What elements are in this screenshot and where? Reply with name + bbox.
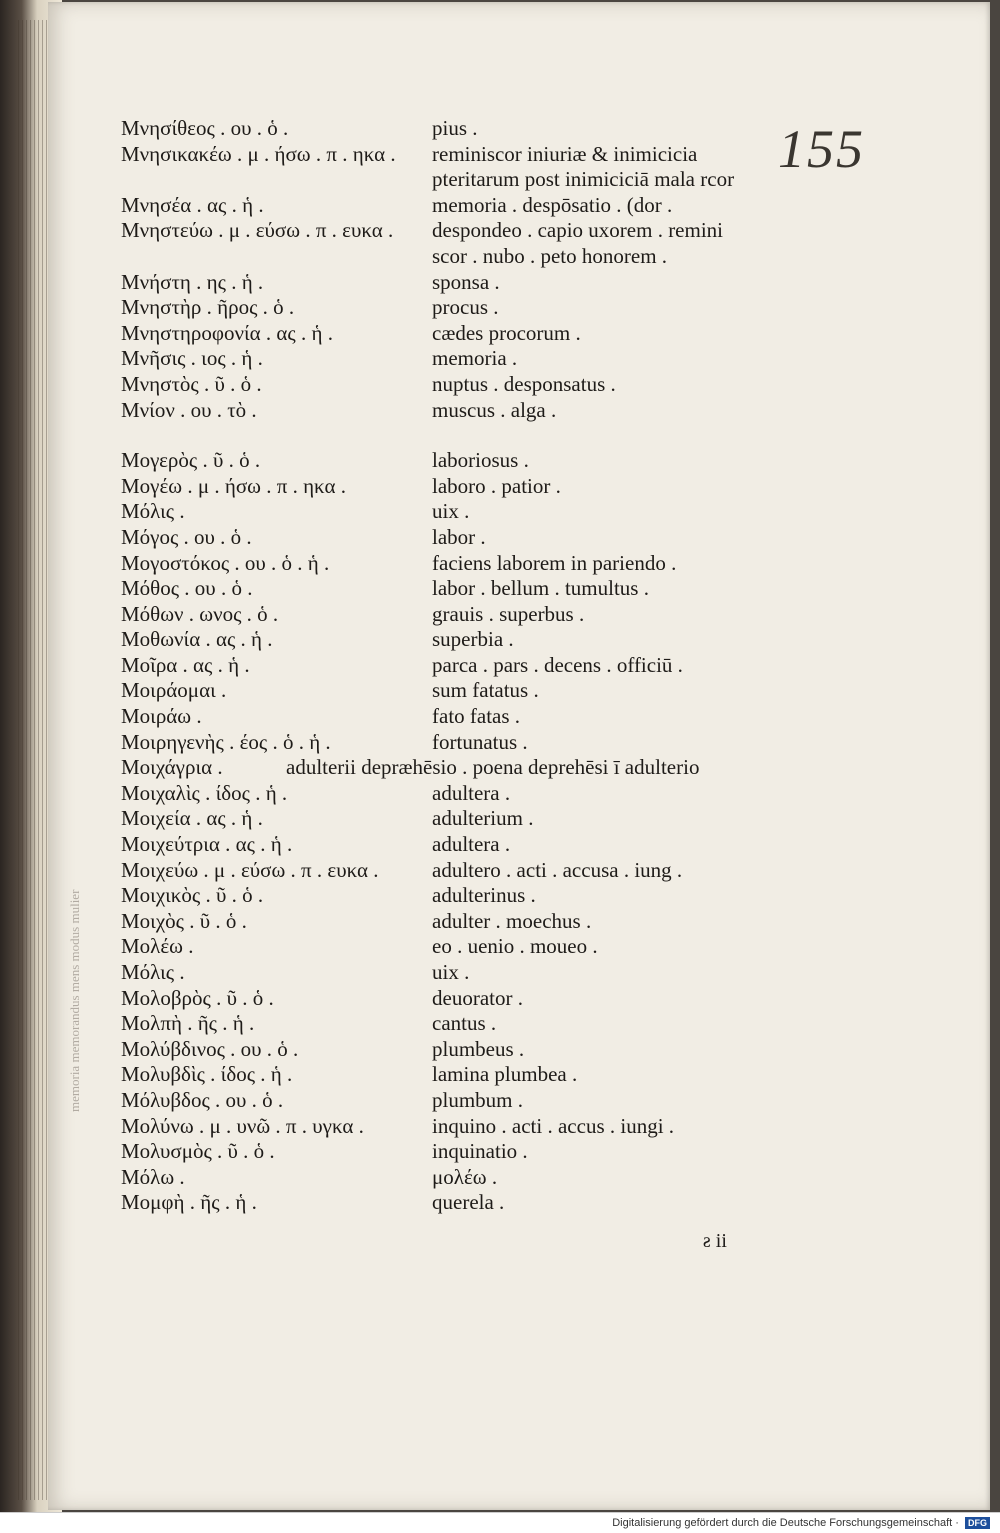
- greek-headword: Μνησίθεος . ου . ὁ .: [121, 116, 289, 140]
- greek-headword: Μόλω .: [121, 1164, 185, 1189]
- dictionary-entry: [121, 986, 761, 1012]
- latin-gloss: faciens laborem in pariendo .: [432, 550, 677, 575]
- greek-headword: Μοῖρα . ας . ἡ .: [121, 652, 250, 677]
- greek-headword: Μοιχὸς . ῦ . ὁ .: [121, 908, 247, 933]
- greek-headword: Μογέω . μ . ήσω . π . ηκα .: [121, 473, 346, 498]
- greek-headword: Μοιρηγενὴς . έος . ὁ . ἡ .: [121, 729, 331, 754]
- greek-headword: Μογοστόκος . ου . ὁ . ἡ .: [121, 550, 330, 575]
- digitization-footer: Digitalisierung gefördert durch die Deutsche Forschungsgemeinschaft · DFG: [0, 1512, 1000, 1533]
- latin-gloss: adulter . moechus .: [432, 908, 592, 933]
- dictionary-entry: [121, 142, 761, 168]
- dictionary-entry: [121, 627, 761, 653]
- latin-gloss: cantus .: [432, 1011, 497, 1036]
- greek-headword: Μοιράω .: [121, 704, 202, 729]
- dictionary-entry: [121, 576, 761, 602]
- greek-headword: Μολοβρὸς . ῦ . ὁ .: [121, 985, 274, 1010]
- greek-headword: Μοιχεία . ας . ἡ .: [121, 806, 263, 831]
- latin-gloss: labor . bellum . tumultus .: [432, 576, 649, 601]
- greek-headword: Μολυσμὸς . ῦ . ὁ .: [121, 1139, 275, 1164]
- latin-gloss: μολέω .: [432, 1164, 498, 1189]
- greek-headword: Μοιχαλὶς . ίδος . ἡ .: [121, 780, 288, 805]
- dictionary-entry: [121, 934, 761, 960]
- latin-gloss: cædes procorum .: [432, 320, 581, 345]
- greek-headword: Μολύβδινος . ου . ὁ .: [121, 1036, 299, 1061]
- greek-headword: Μοιράομαι .: [121, 678, 227, 703]
- latin-gloss: plumbeus .: [432, 1036, 525, 1061]
- greek-headword: Μολυβδὶς . ίδος . ἡ .: [121, 1062, 293, 1087]
- latin-gloss: fortunatus .: [432, 729, 528, 754]
- latin-gloss: labor .: [432, 524, 486, 549]
- dictionary-entry: [121, 551, 761, 577]
- dictionary-entry: [121, 909, 761, 935]
- latin-gloss: adultera .: [432, 832, 511, 857]
- latin-gloss: laboriosus .: [432, 448, 529, 473]
- latin-gloss: muscus . alga .: [432, 397, 557, 422]
- latin-gloss: fato fatas .: [432, 704, 521, 729]
- dictionary-entry: [121, 295, 761, 321]
- greek-headword: Μνηστὸς . ῦ . ὁ .: [121, 371, 262, 396]
- latin-gloss: laboro . patior .: [432, 473, 561, 498]
- dictionary-entry: [121, 678, 761, 704]
- latin-gloss: procus .: [432, 295, 499, 320]
- footer-credit: Digitalisierung gefördert durch die Deutsche Forschungsgemeinschaft: [612, 1517, 953, 1529]
- greek-headword: Μοιχεύτρια . ας . ἡ .: [121, 832, 293, 857]
- greek-headword: Μνησέα . ας . ἡ .: [121, 192, 264, 217]
- greek-headword: Μόλις .: [121, 960, 185, 984]
- dictionary-entry: [121, 346, 761, 372]
- dictionary-entry: [121, 858, 761, 884]
- folio-number: 155: [778, 119, 865, 179]
- show-through-text: memoria memorandus mens modus mulier: [67, 889, 82, 1112]
- dictionary-entry: [121, 525, 761, 551]
- latin-gloss: memoria . despōsatio . (dor .: [432, 192, 673, 217]
- latin-gloss: pteritarum post inimiciciā mala rcor: [432, 167, 735, 192]
- latin-gloss: sum fatatus .: [432, 678, 539, 703]
- latin-gloss: adulterinus .: [432, 883, 536, 908]
- signature-mark: ƨ ii: [703, 1230, 727, 1252]
- dictionary-entry: [121, 244, 761, 270]
- latin-gloss: grauis . superbus .: [432, 601, 585, 626]
- greek-headword: Μνηστὴρ . ῆρος . ὁ .: [121, 295, 295, 320]
- latin-gloss: inquinatio .: [432, 1139, 528, 1164]
- dictionary-entry: [121, 883, 761, 909]
- dictionary-entry: [121, 755, 761, 781]
- dictionary-entry: [121, 1165, 761, 1191]
- latin-gloss: despondeo . capio uxorem . remini: [432, 218, 724, 243]
- dfg-logo-icon: DFG: [965, 1517, 990, 1529]
- dictionary-entry: [121, 116, 761, 142]
- dictionary-entry: [121, 474, 761, 500]
- greek-headword: Μόλις .: [121, 499, 185, 524]
- greek-headword: Μόλυβδος . ου . ὁ .: [121, 1087, 284, 1112]
- dictionary-entry: [121, 1011, 761, 1037]
- latin-gloss: querela .: [432, 1190, 505, 1215]
- dictionary-entry: [121, 1190, 761, 1216]
- greek-headword: Μόθος . ου . ὁ .: [121, 576, 253, 601]
- greek-headword: Μνηστηροφονία . ας . ἡ .: [121, 320, 333, 345]
- latin-gloss: reminiscor iniuriæ & inimicicia: [432, 141, 698, 166]
- latin-gloss: pius .: [432, 116, 478, 140]
- latin-gloss: memoria .: [432, 346, 518, 371]
- latin-gloss: adultera .: [432, 780, 511, 805]
- page-stack-edge: [18, 20, 48, 1500]
- dictionary-entry: [121, 398, 761, 424]
- latin-gloss: nuptus . desponsatus .: [432, 371, 616, 396]
- greek-headword: Μνήστη . ης . ἡ .: [121, 269, 264, 294]
- greek-headword: Μογερὸς . ῦ . ὁ .: [121, 448, 261, 473]
- dictionary-entry: [121, 167, 761, 193]
- dictionary-entry: [121, 448, 761, 474]
- greek-headword: Μολέω .: [121, 934, 194, 959]
- greek-headword: Μνησικακέω . μ . ήσω . π . ηκα .: [121, 141, 396, 166]
- dictionary-entry: [121, 1088, 761, 1114]
- dictionary-entry: [121, 218, 761, 244]
- dictionary-entry: [121, 602, 761, 628]
- dictionary-entry: [121, 372, 761, 398]
- latin-gloss: uix .: [432, 499, 470, 524]
- latin-gloss: plumbum .: [432, 1087, 524, 1112]
- dictionary-entry: [121, 499, 761, 525]
- latin-gloss: superbia .: [432, 627, 514, 652]
- dictionary-entry: [121, 781, 761, 807]
- latin-gloss: sponsa .: [432, 269, 500, 294]
- latin-gloss: scor . nubo . peto honorem .: [432, 243, 668, 268]
- greek-headword: Μοιχεύω . μ . εύσω . π . ευκα .: [121, 857, 379, 882]
- dictionary-entry: [121, 1139, 761, 1165]
- latin-gloss: parca . pars . decens . officiū .: [432, 652, 683, 677]
- greek-headword: Μολπὴ . ῆς . ἡ .: [121, 1011, 255, 1036]
- greek-headword: Μνῆσις . ιος . ἡ .: [121, 346, 263, 371]
- latin-gloss: adulterii depræhēsio . poena deprehēsi ī adulterio: [286, 755, 700, 780]
- greek-headword: Μνίον . ου . τὸ .: [121, 397, 257, 422]
- greek-headword: Μνηστεύω . μ . εύσω . π . ευκα .: [121, 218, 394, 243]
- latin-gloss: eo . uenio . moueo .: [432, 934, 598, 959]
- greek-headword: Μόθων . ωνος . ὁ .: [121, 601, 279, 626]
- dictionary-entry: [121, 806, 761, 832]
- greek-headword: Μοιχάγρια .: [121, 755, 223, 780]
- greek-headword: Μομφὴ . ῆς . ἡ .: [121, 1190, 257, 1215]
- latin-gloss: lamina plumbea .: [432, 1062, 578, 1087]
- greek-headword: Μοιχικὸς . ῦ . ὁ .: [121, 883, 264, 908]
- dictionary-entry: [121, 321, 761, 347]
- dictionary-entry: [121, 1114, 761, 1140]
- dictionary-entry: [121, 832, 761, 858]
- dictionary-entry: [121, 653, 761, 679]
- latin-gloss: uix .: [432, 960, 470, 984]
- latin-gloss: inquino . acti . accus . iungi .: [432, 1113, 675, 1138]
- dictionary-entry: [121, 270, 761, 296]
- dictionary-entry: [121, 193, 761, 219]
- greek-headword: Μολύνω . μ . υνῶ . π . υγκα .: [121, 1113, 364, 1138]
- latin-gloss: adulterium .: [432, 806, 534, 831]
- dictionary-entry: [121, 1062, 761, 1088]
- dictionary-entries: [121, 116, 761, 1216]
- dictionary-entry: [121, 1037, 761, 1063]
- dictionary-entry: [121, 704, 761, 730]
- dictionary-entry: [121, 730, 761, 756]
- latin-gloss: adultero . acti . accusa . iung .: [432, 857, 683, 882]
- greek-headword: Μοθωνία . ας . ἡ .: [121, 627, 273, 652]
- greek-headword: Μόγος . ου . ὁ .: [121, 524, 252, 549]
- dictionary-entry: [121, 960, 761, 986]
- latin-gloss: deuorator .: [432, 985, 523, 1010]
